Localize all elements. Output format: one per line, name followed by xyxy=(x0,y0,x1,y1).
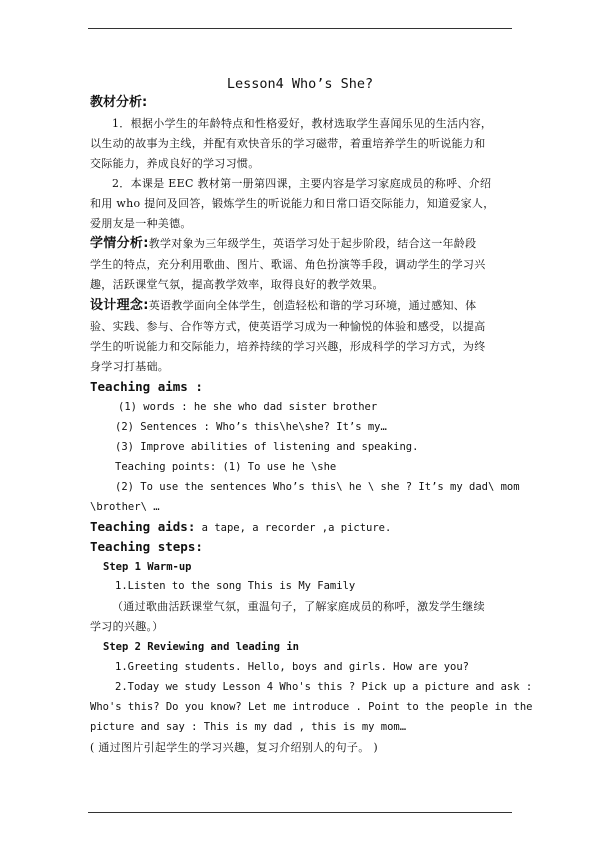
teaching-aids-heading: Teaching aids: xyxy=(90,519,196,534)
step1-note-line2: 学习的兴趣。） xyxy=(90,620,164,633)
footer-rule xyxy=(88,812,512,813)
textbook-p2-line3: 爱朋友是一种美德。 xyxy=(90,217,192,230)
step2-line2: 2.Today we study Lesson 4 Who's this ? Pick up a picture and ask : xyxy=(115,681,533,693)
step1-title: Step 1 Warm-up xyxy=(103,561,192,573)
textbook-p2-line2: 和用 who 提问及回答，锻炼学生的听说能力和日常口语交际能力，知道爱家人， xyxy=(90,197,495,210)
textbook-p2-line1: 2．本课是 EEC 教材第一册第四课，主要内容是学习家庭成员的称呼、介绍 xyxy=(112,177,492,190)
textbook-p1-line2: 以生动的故事为主线，并配有欢快音乐的学习磁带，着重培养学生的听说能力和 xyxy=(90,137,486,150)
design-concept-line3: 学生的听说能力和交际能力，培养持续的学习兴趣，形成科学的学习方式，为终 xyxy=(90,340,486,353)
step2-line3: Who's this? Do you know? Let me introduce . Point to the people in the xyxy=(90,701,533,713)
step2-note: ( 通过图片引起学生的学习兴趣，复习介绍别人的句子。 ) xyxy=(90,741,378,754)
design-concept-heading: 设计理念: xyxy=(90,298,149,313)
page-title: Lesson4 Who’s She? xyxy=(226,76,374,92)
student-analysis-line1: 学情分析:教学对象为三年级学生，英语学习处于起步阶段，结合这一年龄段 xyxy=(90,236,477,251)
design-concept-line1: 设计理念:英语教学面向全体学生，创造轻松和谐的学习环境，通过感知、体 xyxy=(90,298,477,313)
teaching-aims-heading: Teaching aims : xyxy=(90,379,203,394)
textbook-p1-line3: 交际能力，养成良好的学习习惯。 xyxy=(90,157,260,170)
header-rule xyxy=(88,28,512,29)
teaching-points-line: Teaching points: (1) To use he \she xyxy=(115,461,337,473)
aim-item-3: (3) Improve abilities of listening and speaking. xyxy=(115,441,419,453)
step2-line4: picture and say : This is my dad , this is my mom… xyxy=(90,721,407,733)
teaching-points-2-line1: (2) To use the sentences Who’s this\ he \ she ? It’s my dad\ mom xyxy=(115,481,520,493)
step1-note-line1: （通过歌曲活跃课堂气氛，重温句子，了解家庭成员的称呼，激发学生继续 xyxy=(112,600,485,613)
teaching-steps-heading: Teaching steps: xyxy=(90,539,203,554)
design-concept-line4: 身学习打基础。 xyxy=(90,360,170,373)
step1-line1: 1.Listen to the song This is My Family xyxy=(115,580,356,592)
student-analysis-heading: 学情分析: xyxy=(90,236,149,251)
design-concept-line2: 验、实践、参与、合作等方式，使英语学习成为一种愉悦的体验和感受，以提高 xyxy=(90,320,486,333)
step2-title: Step 2 Reviewing and leading in xyxy=(103,641,299,653)
aim-item-1: (1) words : he she who dad sister brother xyxy=(118,401,378,413)
aim-item-2: (2) Sentences : Who’s this\he\she? It’s my… xyxy=(115,421,387,433)
student-analysis-line3: 趣，活跃课堂气氛，提高教学效率，取得良好的教学效果。 xyxy=(90,278,384,291)
teaching-aids-line xyxy=(90,520,515,535)
teaching-aids-text: a tape, a recorder ,a picture. xyxy=(195,522,392,534)
teaching-points-2-line2: \brother\ … xyxy=(90,501,160,513)
student-analysis-line2: 学生的特点，充分利用歌曲、图片、歌谣、角色扮演等手段，调动学生的学习兴 xyxy=(90,258,486,271)
textbook-p1-line1: 1．根据小学生的年龄特点和性格爱好，教材选取学生喜闻乐见的生活内容， xyxy=(112,117,493,130)
step2-line1: 1.Greeting students. Hello, boys and girls. How are you? xyxy=(115,661,470,673)
textbook-analysis-heading: 教材分析: xyxy=(90,95,148,110)
